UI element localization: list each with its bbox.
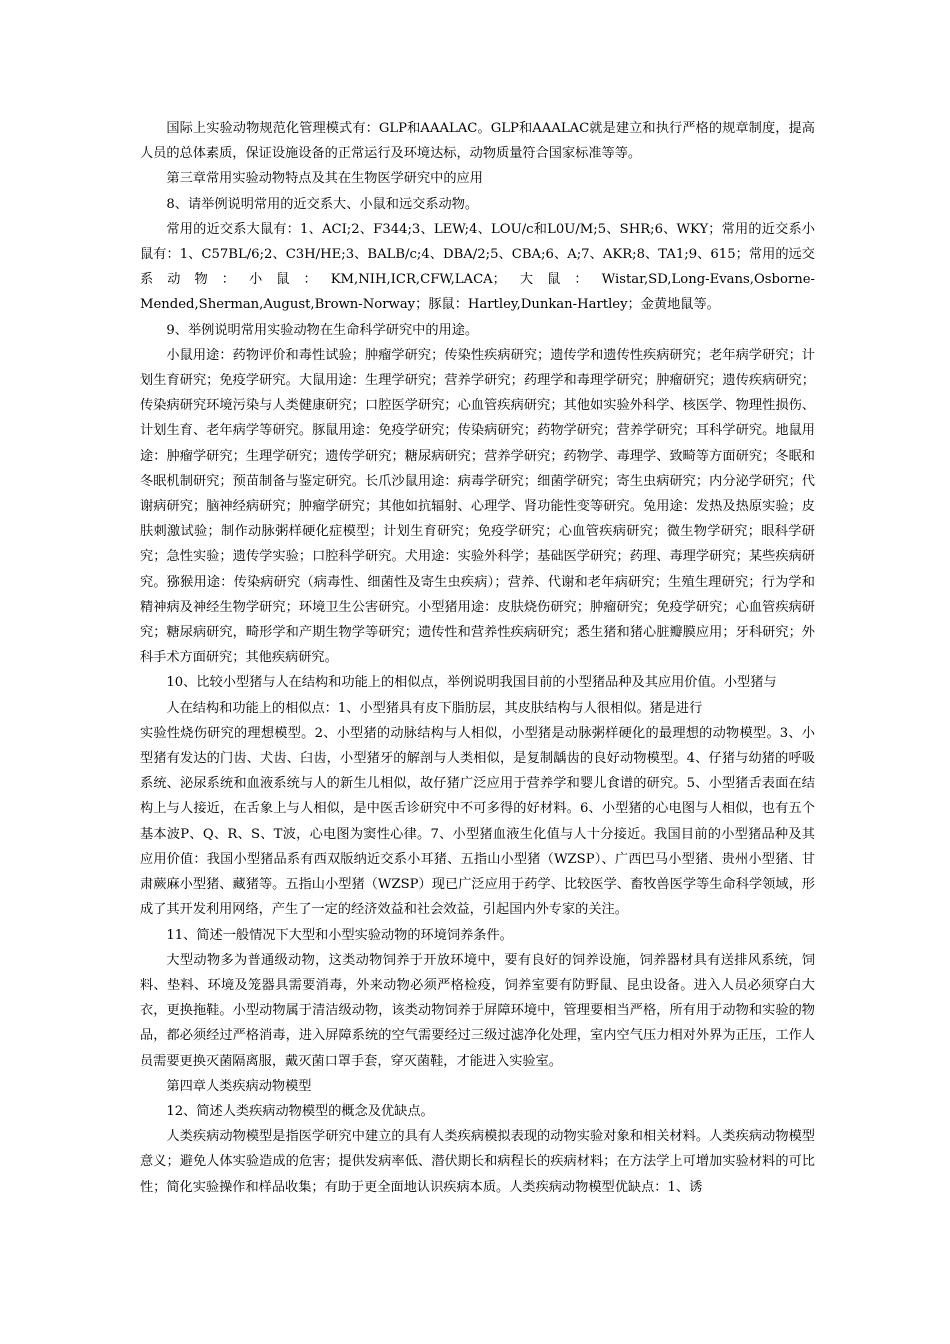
chapter-3-heading: 第三章常用实验动物特点及其在生物医学研究中的应用 [166, 171, 483, 187]
answer-11: 大型动物多为普通级动物，这类动物饲养于开放环境中，要有良好的饲养设施，饲养器材具有送排风系统，饲料、垫料、环境及笼器具需要消毒，外来动物必须严格检疫，饲养室要有防野鼠、昆虫设备。进入人员必须穿白大衣，更换拖鞋。小型动物属于清洁级动物，该类动物饲养于屏障环境中，管理要相当严格，所有用于动物和实验的物品，都必须经过严格消毒，进入屏障系统的空气需要经过三级过滤净化处理，室内空气压力相对外界为正压，工作人员需要更换灭菌隔离服，戴灭菌口罩手套，穿灭菌鞋，才能进入实验室。 [140, 952, 815, 1069]
document-page [140, 116, 815, 1200]
question-8: 8、请举例说明常用的近交系大、小鼠和远交系动物。 [166, 196, 479, 212]
answer-12: 人类疾病动物模型是指医学研究中建立的具有人类疾病模拟表现的动物实验对象和相关材料。人类疾病动物模型意义；避免人体实验造成的危害；提供发病率低、潜伏期长和病程长的疾病材料；在方法学上可增加实验材料的可比性；简化实验操作和样品收集；有助于更全面地认识疾病本质。人类疾病动物模型优缺点：1、诱 [140, 1129, 815, 1195]
answer-9: 小鼠用途：药物评价和毒性试验；肿瘤学研究；传染性疾病研究；遗传学和遗传性疾病研究；老年病学研究；计划生育研究；免疫学研究。大鼠用途：生理学研究；营养学研究；药理学和毒理学研究；肿瘤研究；遗传疾病研究；传染病研究环境污染与人类健康研究；口腔医学研究；心血管疾病研究；其他如实验外科学、核医学、物理性损伤、计划生育、老年病学等研究。豚鼠用途：免疫学研究；传染病研究；药物学研究；营养学研究；耳科学研究。地鼠用途：肿瘤学研究；生理学研究；遗传学研究；糖尿病研究；营养学研究；药物学、毒理学、致畸等方面研究；冬眠和冬眠机制研究；预苗制备与鉴定研究。长爪沙鼠用途：病毒学研究；细菌学研究；寄生虫病研究；内分泌学研究；代谢病研究；脑神经病研究；肿瘤学研究；其他如抗辐射、心理学、肾功能性变等研究。兔用途：发热及热原实验；皮肤刺激试验；制作动脉粥样硬化症模型；计划生育研究；免疫学研究；心血管疾病研究；微生物学研究；眼科学研究；急性实验；遗传学实验；口腔科学研究。犬用途：实验外科学；基础医学研究；药理、毒理学研究；某些疾病研究。猕猴用途：传染病研究（病毒性、细菌性及寄生虫疾病）；营养、代谢和老年病研究；生殖生理研究；行为学和精神病及神经生物学研究；环境卫生公害研究。小型猪用途：皮肤烧伤研究；肿瘤研究；免疫学研究；心血管疾病研究；糖尿病研究，畸形学和产期生物学等研究；遗传性和营养性疾病研究；悉生猪和猪心脏瓣膜应用；牙科研究；外科手术方面研究；其他疾病研究。 [140, 347, 815, 666]
question-11: 11、简述一般情况下大型和小型实验动物的环境饲养条件。 [166, 927, 513, 943]
question-9: 9、举例说明常用实验动物在生命科学研究中的用途。 [166, 322, 479, 338]
chapter-4-heading: 第四章人类疾病动物模型 [166, 1078, 312, 1094]
question-10: 10、比较小型猪与人在结构和功能上的相似点，举例说明我国目前的小型猪品种及其应用价值。小型猪与 [166, 675, 777, 691]
answer-8: 常用的近交系大鼠有：1、ACI;2、F344;3、LEW;4、LOU/c和L0U/M;5、SHR;6、WKY；常用的近交系小鼠有：1、C57BL/6;2、C3H/HE;3、BALB/c;4、DBA/2;5、CBA;6、A;7、AKR;8、TA1;9、615；常用的远交系动物：小鼠：KM,NIH,ICR,CFW,LACA；大鼠：Wistar,SD,Long-Evans,Osborne-Mended,Sherman,August,Brown-Norway；豚鼠：Hartley,Dunkan-Hartley；金黄地鼠等。 [140, 221, 815, 313]
question-12: 12、简述人类疾病动物模型的概念及优缺点。 [166, 1103, 434, 1119]
paragraph-management-models: 国际上实验动物规范化管理模式有：GLP和AAALAC。GLP和AAALAC就是建立和执行严格的规章制度，提高人员的总体素质，保证设施设备的正常运行及环境达标，动物质量符合国家标准等等。 [140, 121, 815, 162]
answer-10-line-1: 人在结构和功能上的相似点：1、小型猪具有皮下脂肪层，其皮肤结构与人很相似。猪是进行 [166, 700, 703, 716]
answer-10-body: 实验性烧伤研究的理想模型。2、小型猪的动脉结构与人相似，小型猪是动脉粥样硬化的最理想的动物模型。3、小型猪有发达的门齿、犬齿、臼齿，小型猪牙的解剖与人类相似，是复制龋齿的良好动物模型。4、仔猪与幼猪的呼吸系统、泌尿系统和血液系统与人的新生儿相似，故仔猪广泛应用于营养学和婴儿食谱的研究。5、小型猪舌表面在结构上与人接近，在舌象上与人相似，是中医舌诊研究中不可多得的好材料。6、小型猪的心电图与人相似，也有五个基本波P、Q、R、S、T波，心电图为窦性心律。7、小型猪血液生化值与人十分接近。我国目前的小型猪品种及其应用价值：我国小型猪品系有西双版纳近交系小耳猪、五指山小型猪（WZSP）、广西巴马小型猪、贵州小型猪、甘肃蕨麻小型猪、藏猪等。五指山小型猪（WZSP）现已广泛应用于药学、比较医学、畜牧兽医学等生命科学领域，形成了其开发利用网络，产生了一定的经济效益和社会效益，引起国内外专家的关注。 [140, 725, 815, 918]
